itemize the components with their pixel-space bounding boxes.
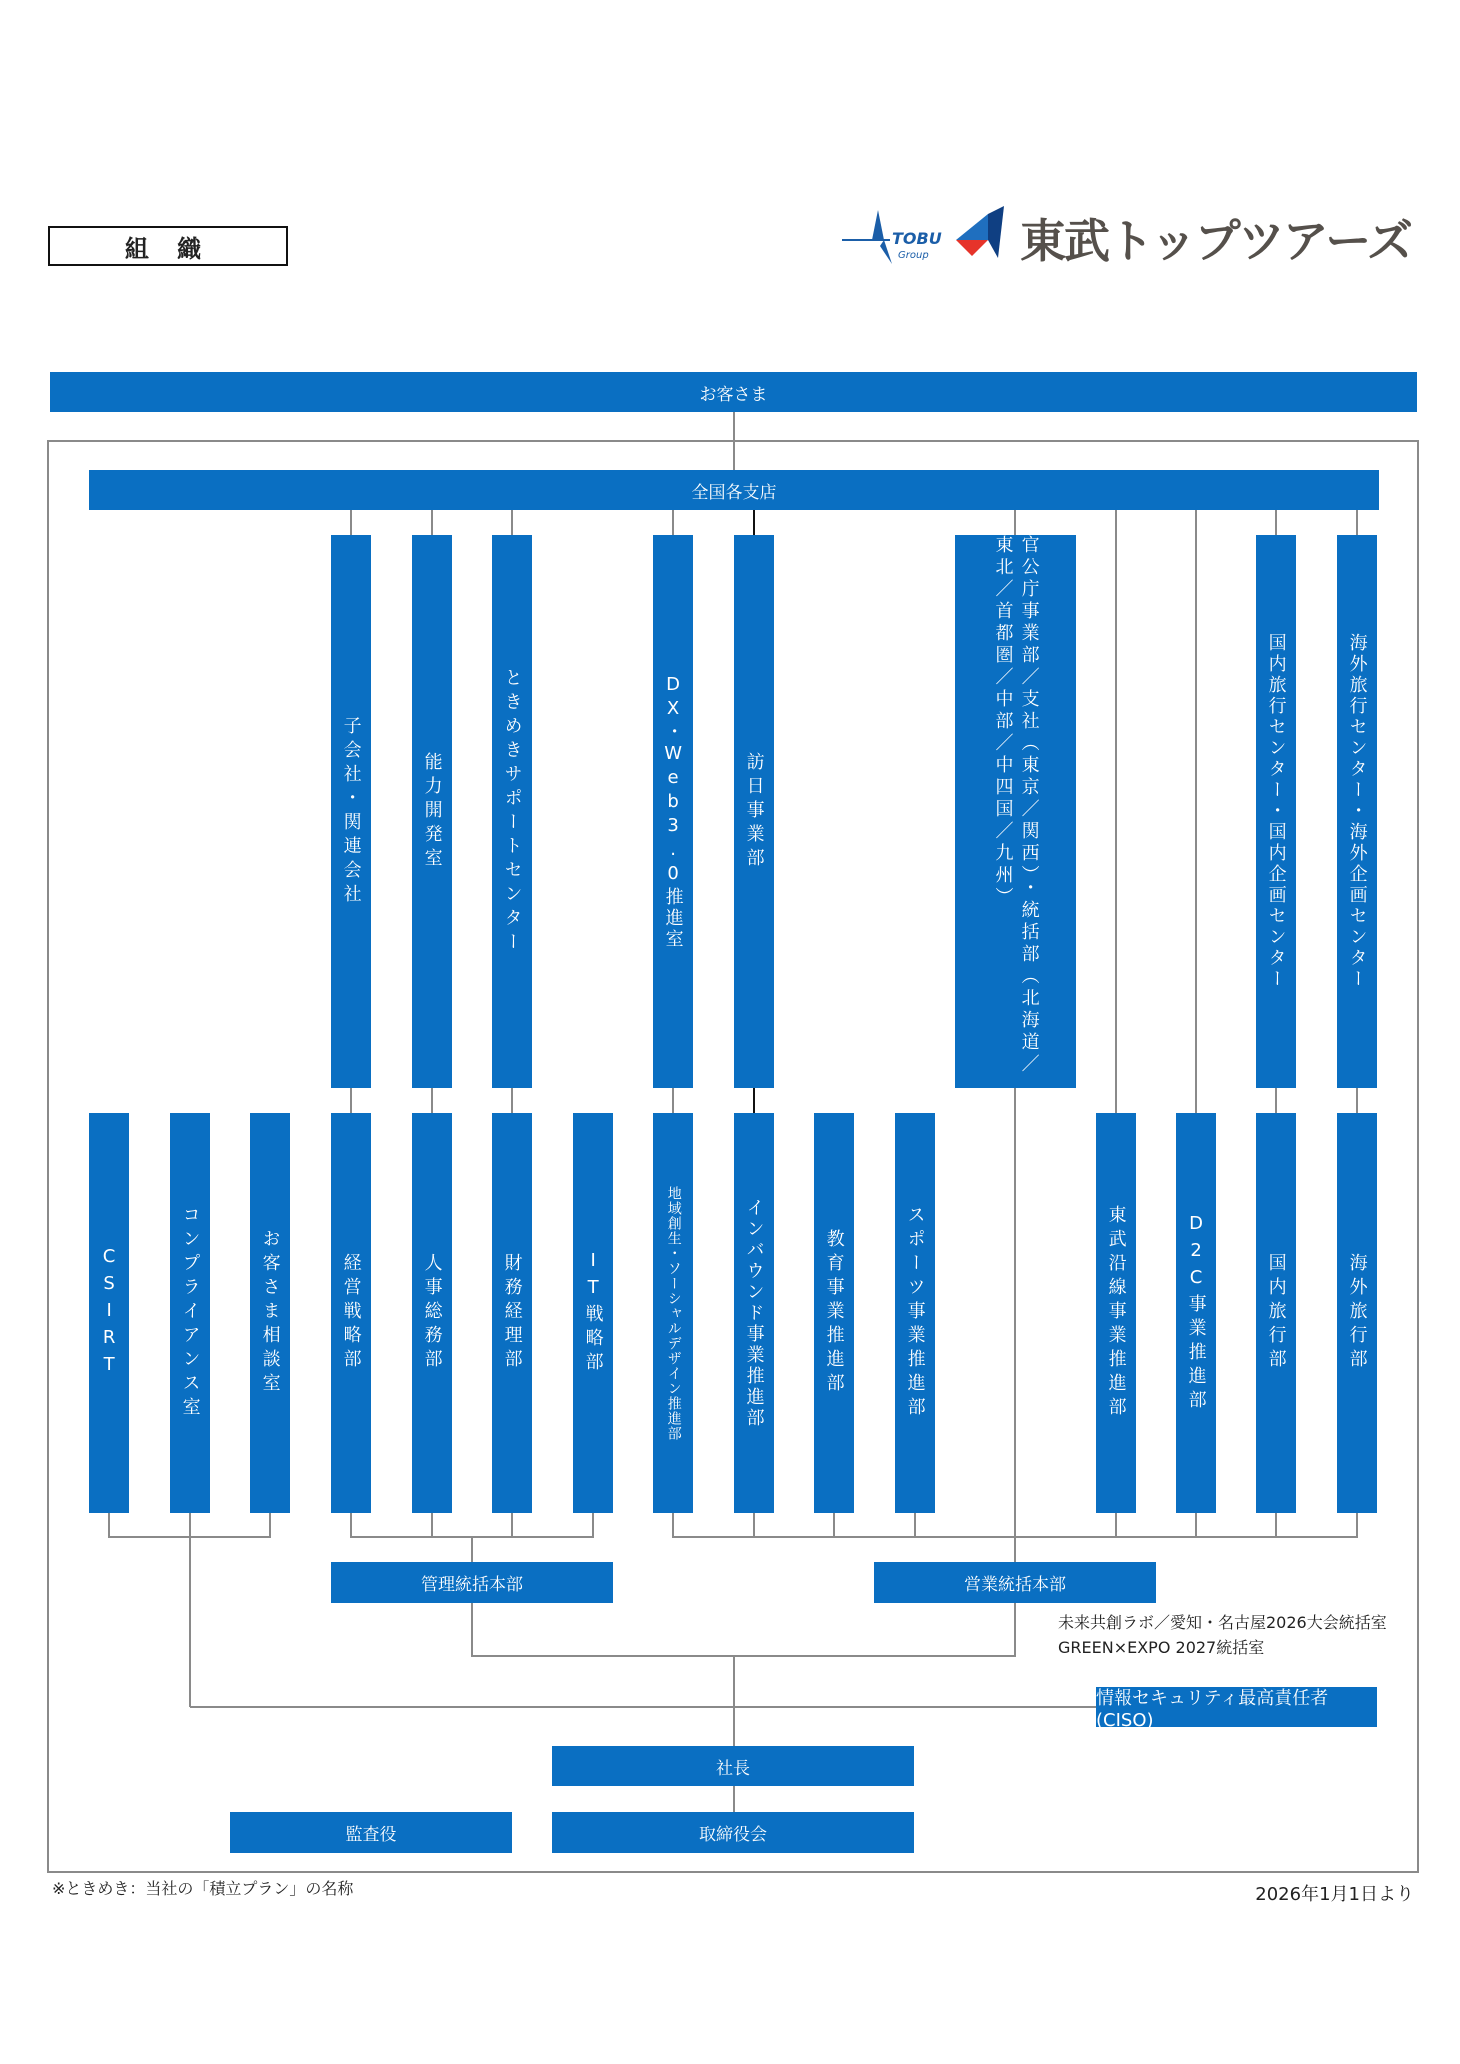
tobu-logo-text: TOBU xyxy=(892,229,942,248)
public-sector-division: 官公庁事業部／支社（東京／関西）・統括部（北海道／東北／首都圏／中部／中四国／九州） xyxy=(955,535,1076,1088)
brand-name: 東武トップツアーズ xyxy=(1020,214,1411,268)
hr-dept: 人事総務部 xyxy=(412,1113,452,1513)
tobu-line-dept: 東武沿線事業推進部 xyxy=(1096,1113,1136,1513)
branches-bar: 全国各支店 xyxy=(89,470,1379,510)
domestic-travel-dept: 国内旅行部 xyxy=(1256,1113,1296,1513)
inbound-promotion-dept: インバウンド事業推進部 xyxy=(734,1113,774,1513)
president-box: 社長 xyxy=(552,1746,914,1786)
customer-consult-dept: お客さま相談室 xyxy=(250,1113,290,1513)
dx-web3-unit: DX・Web3.0推進室 xyxy=(653,535,693,1088)
inbound-division: 訪日事業部 xyxy=(734,535,774,1088)
tokimeki-support-center: ときめきサポートセンター xyxy=(492,535,532,1088)
subsidiaries-unit: 子会社・関連会社 xyxy=(331,535,371,1088)
it-strategy-dept: IT戦略部 xyxy=(573,1113,613,1513)
effective-date: 2026年1月1日より xyxy=(1255,1884,1414,1905)
board-box: 取締役会 xyxy=(552,1812,914,1853)
tobu-group-logo xyxy=(836,206,956,266)
capability-development-unit: 能力開発室 xyxy=(412,535,452,1088)
education-dept: 教育事業推進部 xyxy=(814,1113,854,1513)
sports-dept: スポーツ事業推進部 xyxy=(895,1113,935,1513)
admin-hq: 管理統括本部 xyxy=(331,1562,613,1603)
page-title: 組 織 xyxy=(48,226,288,266)
csirt-dept: CSIRT xyxy=(89,1113,129,1513)
finance-dept: 財務経理部 xyxy=(492,1113,532,1513)
svg-text:Group: Group xyxy=(898,250,929,261)
footnote: ※ときめき：当社の「積立プラン」の名称 xyxy=(52,1879,354,1898)
overseas-travel-center: 海外旅行センター・海外企画センター xyxy=(1337,535,1377,1088)
overseas-travel-dept: 海外旅行部 xyxy=(1337,1113,1377,1513)
d2c-dept: D2C事業推進部 xyxy=(1176,1113,1216,1513)
auditor-box: 監査役 xyxy=(230,1812,512,1853)
ciso-box: 情報セキュリティ最高責任者(CISO) xyxy=(1096,1687,1377,1727)
sales-hq: 営業統括本部 xyxy=(874,1562,1156,1603)
customers-bar: お客さま xyxy=(50,372,1417,412)
strategy-dept: 経営戦略部 xyxy=(331,1113,371,1513)
regional-social-design-dept: 地域創生・ソーシャルデザイン推進部 xyxy=(653,1113,693,1513)
lab-note-line2: GREEN×EXPO 2027統括室 xyxy=(1058,1638,1265,1657)
domestic-travel-center: 国内旅行センター・国内企画センター xyxy=(1256,535,1296,1088)
lab-note-line1: 未来共創ラボ／愛知・名古屋2026大会統括室 xyxy=(1058,1613,1387,1632)
brand-mark-icon xyxy=(952,206,1016,266)
compliance-dept: コンプライアンス室 xyxy=(170,1113,210,1513)
